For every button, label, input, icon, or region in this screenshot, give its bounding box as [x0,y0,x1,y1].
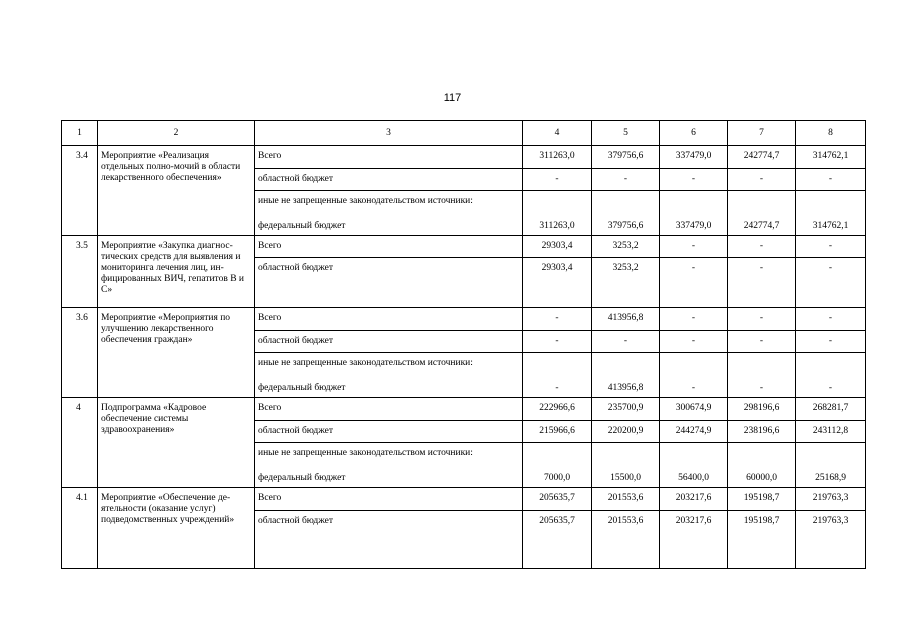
funding-source: Всего [255,488,523,511]
table-row [62,236,866,258]
value-cell: 215966,6 [523,421,592,443]
table-header-row [62,121,866,146]
funding-source: областной бюджет [255,421,523,443]
value-cell: - [796,308,866,331]
value-cell: 195198,7 [728,488,796,511]
funding-source: областной бюджет [255,511,523,569]
value-cell: 242774,7 [728,191,796,236]
value-cell: 3253,2 [592,258,660,308]
value-cell: 337479,0 [660,191,728,236]
column-header: 2 [98,121,255,146]
table-row [62,398,866,421]
funding-source: областной бюджет [255,169,523,191]
item-number: 3.4 [62,146,98,236]
value-cell: 219763,3 [796,511,866,569]
item-name: Мероприятие «Закупка диагнос-тических средств для выявления и мониторинга лечения лиц, ин-фицированных ВИЧ, гепатитов В и С» [98,236,255,308]
item-number: 3.6 [62,308,98,398]
value-cell: - [592,331,660,353]
value-cell: - [660,308,728,331]
value-cell: 222966,6 [523,398,592,421]
item-name: Подпрограмма «Кадровое обеспечение системы здравоохранения» [98,398,255,488]
funding-source [255,443,523,488]
value-cell: 314762,1 [796,191,866,236]
value-cell: 268281,7 [796,398,866,421]
value-cell: 205635,7 [523,511,592,569]
value-cell: 314762,1 [796,146,866,169]
funding-source: областной бюджет [255,258,523,308]
funding-source-note: иные не запрещенные законодательством источники: [258,196,473,206]
funding-source: Всего [255,308,523,331]
funding-source-label: федеральный бюджет [258,383,346,393]
table-row [62,308,866,331]
funding-source [255,353,523,398]
value-cell: 56400,0 [660,443,728,488]
value-cell: 7000,0 [523,443,592,488]
table-row [62,488,866,511]
value-cell: 242774,7 [728,146,796,169]
value-cell: 311263,0 [523,191,592,236]
value-cell: 413956,8 [592,308,660,331]
value-cell: - [728,331,796,353]
value-cell: - [728,258,796,308]
funding-source-note: иные не запрещенные законодательством источники: [258,448,473,458]
value-cell: - [796,169,866,191]
value-cell: - [796,258,866,308]
value-cell: 243112,8 [796,421,866,443]
item-number: 4 [62,398,98,488]
value-cell: 3253,2 [592,236,660,258]
budget-table [61,120,866,569]
column-header: 3 [255,121,523,146]
column-header: 5 [592,121,660,146]
value-cell: - [796,331,866,353]
item-name: Мероприятие «Мероприятия по улучшению лекарственного обеспечения граждан» [98,308,255,398]
value-cell: 201553,6 [592,511,660,569]
value-cell: - [660,353,728,398]
value-cell: 195198,7 [728,511,796,569]
funding-source-label: федеральный бюджет [258,473,346,483]
value-cell: 219763,3 [796,488,866,511]
item-name: Мероприятие «Обеспечение де-ятельности (оказание услуг) подведомственных учреждений» [98,488,255,569]
page-number: 117 [443,92,462,104]
value-cell: 203217,6 [660,511,728,569]
item-name: Мероприятие «Реализация отдельных полно-мочий в области лекарственного обеспечения» [98,146,255,236]
value-cell: - [796,236,866,258]
value-cell: - [728,353,796,398]
funding-source-note: иные не запрещенные законодательством источники: [258,358,473,368]
value-cell: 235700,9 [592,398,660,421]
column-header: 6 [660,121,728,146]
funding-source [255,191,523,236]
table-row [62,146,866,169]
item-number: 4.1 [62,488,98,569]
column-header: 7 [728,121,796,146]
value-cell: 298196,6 [728,398,796,421]
value-cell: - [728,236,796,258]
funding-source: Всего [255,146,523,169]
value-cell: - [660,169,728,191]
column-header: 1 [62,121,98,146]
value-cell: - [523,169,592,191]
value-cell: 203217,6 [660,488,728,511]
value-cell: - [523,308,592,331]
value-cell: 205635,7 [523,488,592,511]
value-cell: - [728,169,796,191]
value-cell: 413956,8 [592,353,660,398]
value-cell: - [796,353,866,398]
value-cell: - [660,331,728,353]
value-cell: - [660,258,728,308]
value-cell: 25168,9 [796,443,866,488]
column-header: 4 [523,121,592,146]
value-cell: - [523,331,592,353]
value-cell: 379756,6 [592,191,660,236]
value-cell: 201553,6 [592,488,660,511]
value-cell: 337479,0 [660,146,728,169]
value-cell: 379756,6 [592,146,660,169]
value-cell: 244274,9 [660,421,728,443]
value-cell: 300674,9 [660,398,728,421]
value-cell: 29303,4 [523,236,592,258]
value-cell: 238196,6 [728,421,796,443]
funding-source: Всего [255,398,523,421]
column-header: 8 [796,121,866,146]
funding-source: Всего [255,236,523,258]
value-cell: - [660,236,728,258]
value-cell: 220200,9 [592,421,660,443]
value-cell: 15500,0 [592,443,660,488]
value-cell: 311263,0 [523,146,592,169]
value-cell: - [728,308,796,331]
value-cell: - [592,169,660,191]
value-cell: - [523,353,592,398]
funding-source: областной бюджет [255,331,523,353]
value-cell: 29303,4 [523,258,592,308]
value-cell: 60000,0 [728,443,796,488]
item-number: 3.5 [62,236,98,308]
funding-source-label: федеральный бюджет [258,221,346,231]
